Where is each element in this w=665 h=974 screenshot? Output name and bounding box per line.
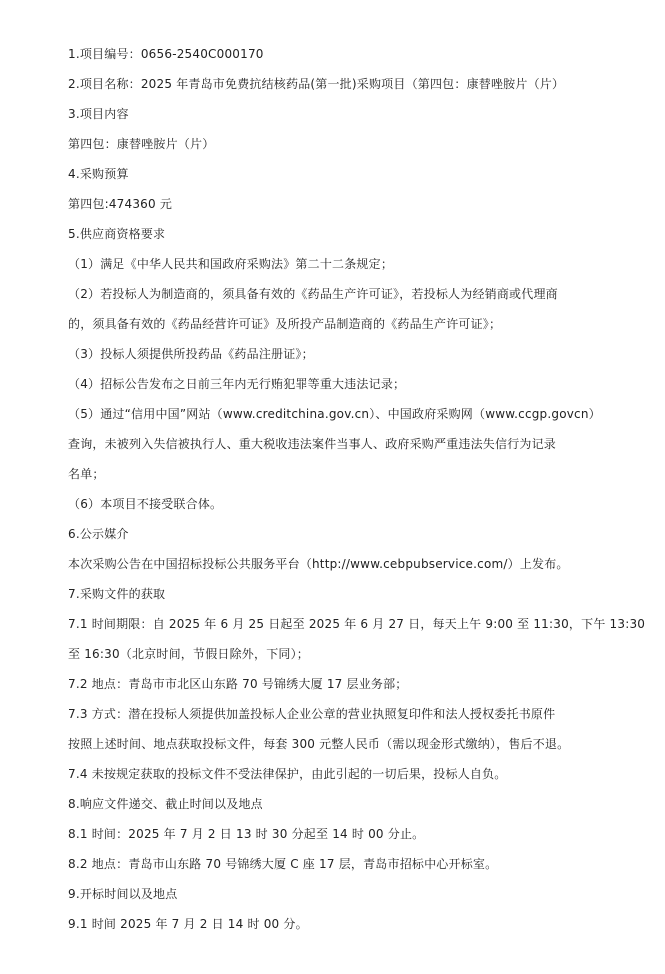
requirement-5-line-a: （5）通过“信用中国”网站（www.creditchina.gov.cn）、中国政府采购网（www.ccgp.govcn） (68, 407, 601, 421)
requirement-6-line: （6）本项目不接受联合体。 (68, 497, 223, 511)
requirement-2-line-b: 的，须具备有效的《药品经营许可证》及所投产品制造商的《药品生产许可证》； (68, 317, 502, 331)
project-name-line: 2.项目名称：2025 年青岛市免费抗结核药品(第一批)采购项目（第四包：康替唑胺片（片） (68, 77, 565, 91)
requirement-4-line: （4）招标公告发布之日前三年内无行贿犯罪等重大违法记录； (68, 377, 406, 391)
requirement-5-line-c: 名单； (68, 467, 105, 481)
package-four-budget-line: 第四包:474360 元 (68, 197, 173, 211)
publicity-media-heading: 6.公示媒介 (68, 527, 129, 541)
acquisition-location-line: 7.2 地点：青岛市市北区山东路 70 号锦绣大厦 17 层业务部； (68, 677, 408, 691)
bid-opening-time-line: 9.1 时间 2025 年 7 月 2 日 14 时 00 分。 (68, 917, 308, 931)
bid-opening-heading: 9.开标时间以及地点 (68, 887, 178, 901)
acquisition-disclaimer-line: 7.4 未按规定获取的投标文件不受法律保护，由此引起的一切后果，投标人自负。 (68, 767, 507, 781)
requirement-2-line-a: （2）若投标人为制造商的，须具备有效的《药品生产许可证》，若投标人为经销商或代理商 (68, 287, 558, 301)
acquisition-period-line-b: 至 16:30（北京时间，节假日除外，下同）； (68, 647, 309, 661)
acquisition-method-line-b: 按照上述时间、地点获取投标文件，每套 300 元整人民币（需以现金形式缴纳），售后不退。 (68, 737, 570, 751)
requirement-3-line: （3）投标人须提供所投药品《药品注册证》； (68, 347, 314, 361)
package-four-content-line: 第四包：康替唑胺片（片） (68, 137, 215, 151)
acquisition-method-line-a: 7.3 方式：潜在投标人须提供加盖投标人企业公章的营业执照复印件和法人授权委托书原件 (68, 707, 556, 721)
budget-heading: 4.采购预算 (68, 167, 129, 181)
submission-heading: 8.响应文件递交、截止时间以及地点 (68, 797, 263, 811)
document-acquisition-heading: 7.采购文件的获取 (68, 587, 166, 601)
supplier-requirements-heading: 5.供应商资格要求 (68, 227, 166, 241)
publicity-media-line: 本次采购公告在中国招标投标公共服务平台（http://www.cebpubservice.com/）上发布。 (68, 557, 569, 571)
submission-location-line: 8.2 地点：青岛市山东路 70 号锦绣大厦 C 座 17 层，青岛市招标中心开标室。 (68, 857, 498, 871)
project-number-line: 1.项目编号：0656-2540C000170 (68, 47, 264, 61)
requirement-5-line-b: 查询，未被列入失信被执行人、重大税收违法案件当事人、政府采购严重违法失信行为记录 (68, 437, 557, 451)
acquisition-period-line-a: 7.1 时间期限：自 2025 年 6 月 25 日起至 2025 年 6 月 27 日，每天上午 9:00 至 11:30，下午 13:30 (68, 617, 646, 631)
project-content-heading: 3.项目内容 (68, 107, 129, 121)
submission-time-line: 8.1 时间：2025 年 7 月 2 日 13 时 30 分起至 14 时 00 分止。 (68, 827, 425, 841)
requirement-1-line: （1）满足《中华人民共和国政府采购法》第二十二条规定； (68, 257, 394, 271)
